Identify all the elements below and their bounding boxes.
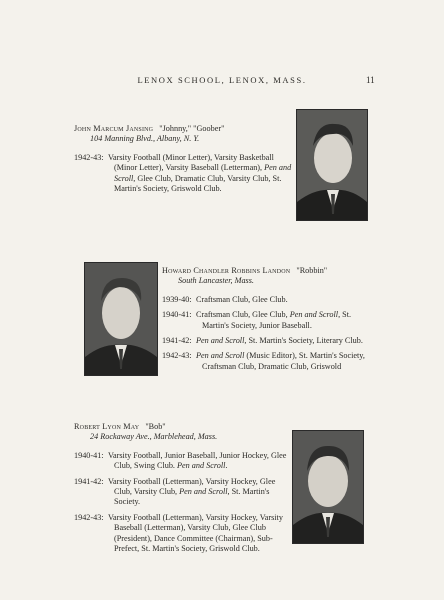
activity-year: 1941-42: [162, 336, 192, 346]
activity-row [162, 295, 374, 305]
page-header: LENOX SCHOOL, LENOX, MASS. [137, 75, 307, 85]
activity-text: Varsity Football (Letterman), Varsity Hockey, Varsity Baseball (Letterman), Varsity Club, Glee Club (President), Dance Committee (Chairman), Sub-Prefect, St. Martin's Society, Griswold Club. [108, 512, 283, 554]
italic-club-name: Pen and Scroll [196, 336, 245, 346]
student-nickname: "Johnny," "Goober" [159, 124, 225, 133]
student-nickname: "Robbin" [296, 266, 328, 275]
portrait-image [85, 263, 157, 375]
activity-year: 1942-43: [74, 152, 104, 162]
italic-club-name: Pen and Scroll [196, 351, 245, 361]
activity-row [74, 451, 290, 472]
activities-list [162, 295, 374, 372]
portrait-image [297, 110, 367, 220]
activity-year: 1939-40: [162, 294, 192, 304]
activity-row [74, 153, 296, 195]
activity-year: 1942-43: [162, 351, 192, 361]
portrait-image [293, 431, 363, 543]
activities-list [74, 451, 290, 555]
page-number: 11 [366, 75, 375, 85]
student-address: 104 Manning Blvd., Albany, N. Y. [90, 134, 200, 144]
activities-list [74, 153, 296, 195]
italic-club-name: Pen and Scroll [179, 487, 228, 497]
student-address: South Lancaster, Mass. [178, 276, 254, 286]
activity-text: Varsity Football, Junior Baseball, Junior Hockey, Glee Club, Swing Club. Pen and Scroll. [108, 450, 287, 471]
activity-text: Varsity Football (Letterman), Varsity Hockey, Glee Club, Varsity Club, Pen and Scroll, St. Martin's Society. [108, 476, 276, 507]
student-nickname: "Bob" [145, 422, 166, 431]
activity-text: Craftsman Club, Glee Club. [196, 294, 288, 304]
entry-heading [162, 266, 374, 276]
portrait-photo-may [292, 430, 364, 544]
entry-heading [74, 124, 296, 134]
activity-year: 1941-42: [74, 476, 104, 486]
italic-club-name: Pen and Scroll [289, 310, 339, 320]
entry-landon [162, 266, 374, 377]
portrait-photo-jansing [296, 109, 368, 221]
italic-club-name: Pen and Scroll [177, 461, 226, 471]
activity-text: Varsity Football (Minor Letter), Varsity Basketball (Minor Letter), Varsity Baseball (Letterman), Pen and Scroll, Glee Club, Dramatic Club, Varsity Club, St. Martin's Society, Griswold Club. [108, 152, 292, 194]
student-name: John Marcum Jansing [74, 124, 154, 133]
activity-row [162, 351, 374, 372]
activity-text: Craftsman Club, Glee Club, Pen and Scroll, St. Martin's Society, Junior Baseball. [196, 310, 352, 330]
entry-heading [74, 422, 290, 432]
entry-jansing [74, 124, 296, 199]
activity-year: 1940-41: [74, 450, 104, 460]
activity-text: Pen and Scroll (Music Editor), St. Martin's Society, Craftsman Club, Dramatic Club, Griswold [196, 351, 365, 371]
activity-year: 1942-43: [74, 512, 104, 522]
activity-row [74, 513, 290, 555]
activity-row [162, 310, 374, 331]
student-name: Howard Chandler Robbins Landon [162, 266, 291, 275]
activity-year: 1940-41: [162, 310, 192, 320]
activity-text: Pen and Scroll, St. Martin's Society, Literary Club. [196, 336, 363, 346]
portrait-photo-landon [84, 262, 158, 376]
student-name: Robert Lyon May [74, 422, 140, 431]
entry-may [74, 422, 290, 559]
italic-club-name: Pen and Scroll [114, 163, 292, 183]
activity-row [162, 336, 374, 346]
student-address: 24 Rockaway Ave., Marblehead, Mass. [90, 432, 218, 442]
activity-row [74, 477, 290, 508]
